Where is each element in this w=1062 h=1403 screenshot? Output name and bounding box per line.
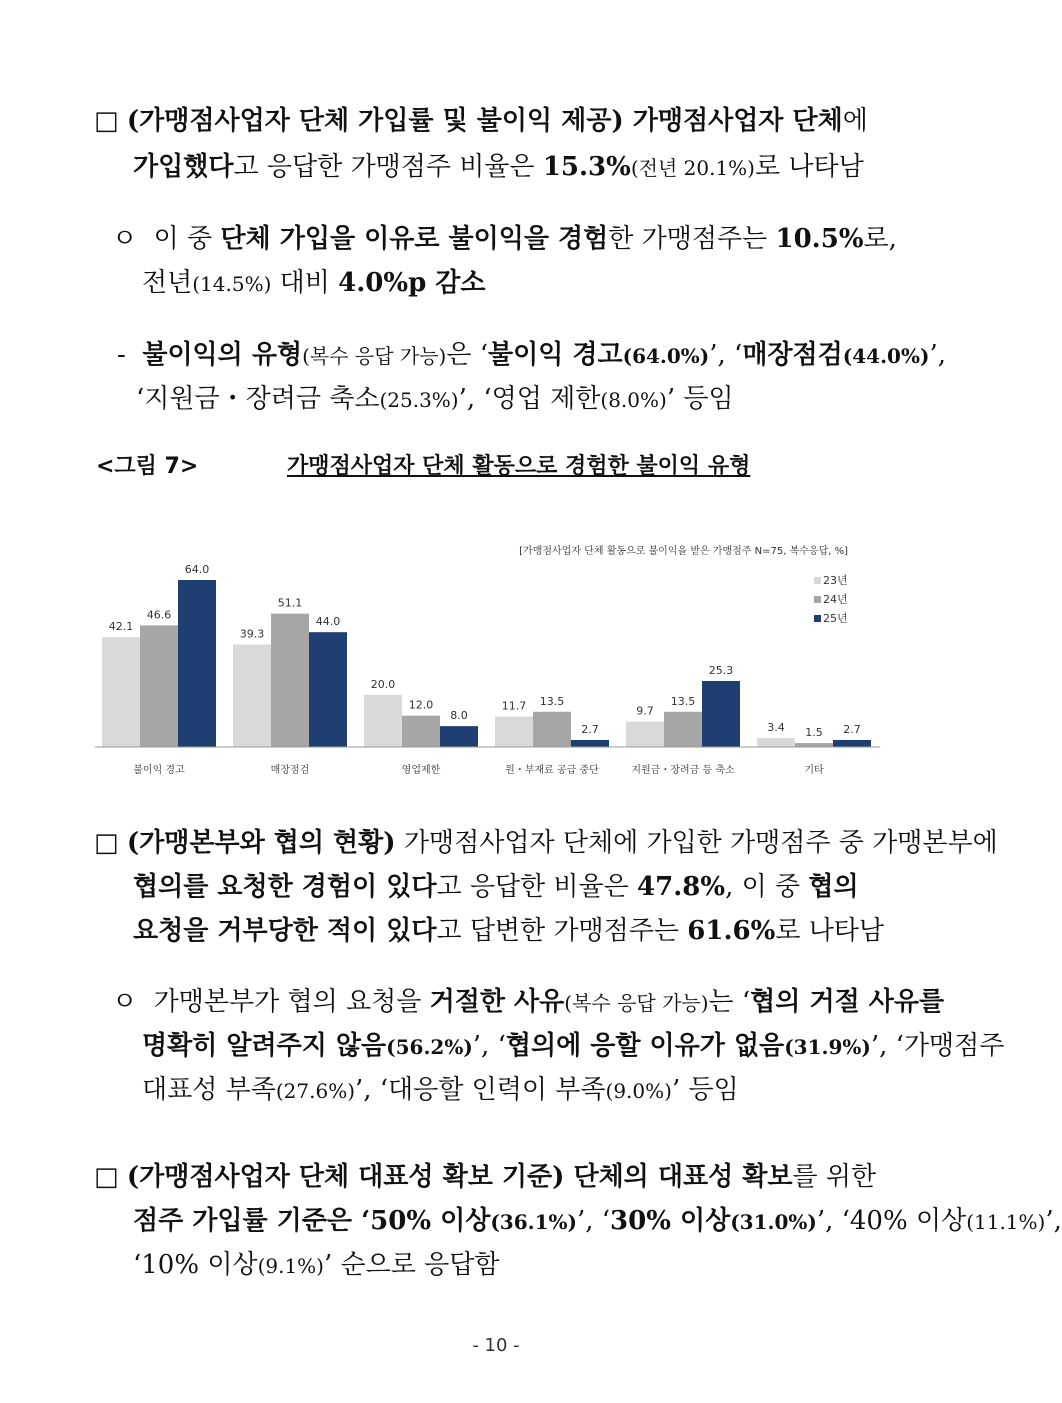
bar-value-label: 64.0 bbox=[184, 563, 210, 576]
bar bbox=[571, 740, 609, 747]
page-number: - 10 - bbox=[472, 1335, 520, 1356]
bar-value-label: 2.7 bbox=[581, 722, 599, 736]
bar bbox=[495, 716, 533, 747]
bar bbox=[178, 580, 216, 747]
legend-label: 25년 bbox=[823, 612, 848, 625]
bar bbox=[795, 743, 833, 747]
section1-line3 bbox=[112, 222, 897, 256]
bold-span: 협의 거절 사유를 bbox=[750, 987, 945, 1017]
bold-span: 15.3% bbox=[542, 152, 631, 182]
small-bold-span: (64.0%) bbox=[622, 344, 710, 368]
bar-value-label: 12.0 bbox=[408, 698, 434, 712]
text-span: ’, bbox=[929, 340, 946, 370]
text-span: 로 나타남 bbox=[754, 152, 864, 182]
bold-span: 협의를 요청한 경험이 있다 bbox=[133, 872, 437, 902]
bar-chart bbox=[90, 540, 890, 790]
section3-line2 bbox=[133, 1204, 1062, 1239]
section3-line1 bbox=[94, 1160, 876, 1194]
text-span: 가맹본부가 협의 요청을 bbox=[153, 987, 430, 1017]
bold-span: 협의 bbox=[808, 872, 859, 902]
text-span: 대표성 부족 bbox=[142, 1075, 276, 1105]
bar-value-label: 20.0 bbox=[370, 677, 396, 691]
bold-span: 점주 가입률 기준은 ‘ bbox=[133, 1206, 371, 1236]
bold-span: 명확히 알려주지 않음 bbox=[142, 1031, 387, 1061]
bar bbox=[309, 632, 347, 747]
bold-span: 47.8% bbox=[637, 872, 726, 902]
bar-value-label: 2.7 bbox=[843, 722, 861, 736]
section2-line6 bbox=[142, 1073, 739, 1108]
small-span: (27.6%) bbox=[275, 1079, 355, 1103]
section2-line3 bbox=[133, 914, 884, 948]
bar bbox=[364, 695, 402, 747]
section2-line1 bbox=[94, 826, 998, 860]
text-span: ’, ‘ bbox=[709, 340, 743, 370]
text-span: ’, bbox=[1045, 1206, 1062, 1236]
small-span: (전년 20.1%) bbox=[630, 156, 755, 180]
text-span: ‘10% 이상 bbox=[133, 1250, 258, 1280]
section2-line4 bbox=[112, 985, 944, 1020]
bold-span: 61.6% bbox=[687, 916, 776, 946]
text-span: 이 중 bbox=[153, 224, 221, 254]
bar bbox=[402, 716, 440, 747]
bar bbox=[533, 712, 571, 747]
category-label: 영업제한 bbox=[401, 765, 441, 776]
text-span: ‘지원금・장려금 축소 bbox=[136, 384, 380, 414]
section2-line2 bbox=[133, 870, 859, 904]
section1-line4 bbox=[142, 266, 486, 301]
text-span: ’ 순으로 응답함 bbox=[323, 1250, 500, 1280]
bar-value-label: 13.5 bbox=[670, 694, 696, 708]
section3-heading: (가맹점사업자 단체 대표성 확보 기준) 단체의 대표성 확보 bbox=[126, 1162, 793, 1192]
bar bbox=[140, 625, 178, 747]
text-span: 고 응답한 비율은 bbox=[436, 872, 638, 902]
bar-value-label: 39.3 bbox=[239, 627, 265, 641]
section1-line2 bbox=[133, 150, 864, 185]
small-bold-span: (44.0%) bbox=[842, 344, 930, 368]
small-span: (11.1%) bbox=[966, 1210, 1046, 1234]
bar bbox=[757, 738, 795, 747]
circle-bullet-icon: ㅇ bbox=[112, 224, 138, 254]
section2-heading: (가맹본부와 협의 현황) bbox=[126, 828, 396, 858]
bar-value-label: 11.7 bbox=[501, 699, 527, 713]
text-span: 고 답변한 가맹점주는 bbox=[436, 916, 688, 946]
bar-value-label: 25.3 bbox=[708, 663, 734, 677]
small-span: (복수 응답 가능) bbox=[564, 991, 709, 1015]
bar-value-label: 1.5 bbox=[805, 726, 823, 740]
text-span: ’, ‘대응할 인력이 부족 bbox=[355, 1075, 606, 1105]
bar-value-label: 51.1 bbox=[277, 596, 303, 610]
text-span: ’ 등임 bbox=[671, 1075, 739, 1105]
category-label: 매장점검 bbox=[270, 765, 310, 776]
legend-swatch bbox=[814, 577, 821, 584]
bar-value-label: 3.4 bbox=[767, 721, 785, 735]
text-span: ’ 등임 bbox=[666, 384, 734, 414]
text-span: 로, bbox=[863, 224, 897, 254]
bold-span: 불이익 경고 bbox=[487, 340, 623, 370]
text-span: 가맹점사업자 단체에 가입한 가맹점주 중 가맹본부에 bbox=[395, 828, 998, 858]
checkbox-square-icon: □ bbox=[94, 1162, 119, 1192]
text-span: ’, ‘ bbox=[576, 1206, 611, 1236]
text-span: 대비 bbox=[271, 268, 339, 298]
small-span: (8.0%) bbox=[600, 388, 667, 412]
bar bbox=[833, 740, 871, 747]
bold-span: 단체 가입을 이유로 불이익을 경험 bbox=[220, 224, 609, 254]
figure-title: 가맹점사업자 단체 활동으로 경험한 불이익 유형 bbox=[287, 454, 751, 479]
checkbox-square-icon: □ bbox=[94, 106, 119, 136]
dash-bullet: - bbox=[117, 340, 126, 370]
section2-line5 bbox=[142, 1029, 1004, 1064]
bold-span: 매장점검 bbox=[742, 340, 843, 370]
bold-span: 가입했다 bbox=[133, 152, 234, 182]
bar bbox=[271, 614, 309, 747]
chart-note: [가맹점사업자 단체 활동으로 불이익을 받은 가맹점주 N=75, 복수응답, %] bbox=[519, 546, 848, 557]
bar bbox=[664, 712, 702, 747]
text-span: 은 ‘ bbox=[446, 340, 488, 370]
bold-span: 불이익의 유형 bbox=[142, 340, 303, 370]
category-label: 불이익 경고 bbox=[133, 765, 185, 776]
text-span: ’, ‘40% 이상 bbox=[816, 1206, 967, 1236]
text-span: , 이 중 bbox=[725, 872, 809, 902]
bar bbox=[440, 726, 478, 747]
bar bbox=[102, 637, 140, 747]
text-span: 로 나타남 bbox=[775, 916, 885, 946]
section1-line6 bbox=[136, 382, 734, 417]
bold-span: 거절한 사유 bbox=[429, 987, 565, 1017]
text-span: ’, ‘영업 제한 bbox=[458, 384, 601, 414]
small-span: (25.3%) bbox=[379, 388, 459, 412]
text-span: ’, ‘ bbox=[472, 1031, 506, 1061]
text-span: ’, ‘가맹점주 bbox=[870, 1031, 1005, 1061]
bar bbox=[233, 644, 271, 747]
bar-value-label: 9.7 bbox=[636, 704, 654, 718]
text-span: 전년 bbox=[142, 268, 193, 298]
small-bold-span: (31.9%) bbox=[784, 1035, 871, 1059]
section1-line1 bbox=[94, 104, 868, 138]
figure-label: <그림 7> bbox=[96, 454, 199, 479]
section1-line5 bbox=[117, 338, 946, 373]
bold-span: 협의에 응할 이유가 없음 bbox=[505, 1031, 785, 1061]
text-span: 고 응답한 가맹점주 비율은 bbox=[233, 152, 543, 182]
category-label: 원・부재료 공급 중단 bbox=[505, 765, 599, 776]
legend-label: 24년 bbox=[823, 593, 848, 606]
bold-span: 10.5% bbox=[775, 224, 864, 254]
category-label: 지원금・장려금 등 축소 bbox=[631, 765, 735, 776]
category-label: 기타 bbox=[804, 765, 824, 776]
small-bold-span: (56.2%) bbox=[386, 1035, 473, 1059]
legend-label: 23년 bbox=[823, 574, 848, 587]
legend-swatch bbox=[814, 615, 821, 622]
small-span: (14.5%) bbox=[192, 272, 272, 296]
small-span: (복수 응답 가능) bbox=[302, 344, 447, 368]
small-span: (9.1%) bbox=[257, 1254, 324, 1278]
section3-line3 bbox=[133, 1248, 499, 1283]
bold-span: 4.0%p 감소 bbox=[338, 268, 486, 298]
bold-span: 30% 이상 bbox=[610, 1206, 731, 1236]
bold-span: 50% 이상 bbox=[370, 1206, 491, 1236]
text-span: 를 위한 bbox=[792, 1162, 877, 1192]
bar-value-label: 42.1 bbox=[108, 620, 134, 634]
text-span: 에 bbox=[842, 106, 868, 136]
small-bold-span: (36.1%) bbox=[490, 1210, 577, 1234]
bar-value-label: 8.0 bbox=[450, 709, 468, 723]
bold-span: 요청을 거부당한 적이 있다 bbox=[133, 916, 437, 946]
legend-swatch bbox=[814, 596, 821, 603]
small-bold-span: (31.0%) bbox=[730, 1210, 817, 1234]
small-span: (9.0%) bbox=[605, 1079, 672, 1103]
circle-bullet-icon: ㅇ bbox=[112, 987, 138, 1017]
text-span: 한 가맹점주는 bbox=[608, 224, 776, 254]
bar-value-label: 44.0 bbox=[315, 615, 341, 629]
bar bbox=[626, 722, 664, 747]
bar bbox=[702, 681, 740, 747]
section1-heading: (가맹점사업자 단체 가입률 및 불이익 제공) 가맹점사업자 단체 bbox=[126, 106, 843, 136]
bar-value-label: 46.6 bbox=[146, 608, 172, 622]
checkbox-square-icon: □ bbox=[94, 828, 119, 858]
text-span: 는 ‘ bbox=[708, 987, 751, 1017]
bar-value-label: 13.5 bbox=[539, 694, 565, 708]
